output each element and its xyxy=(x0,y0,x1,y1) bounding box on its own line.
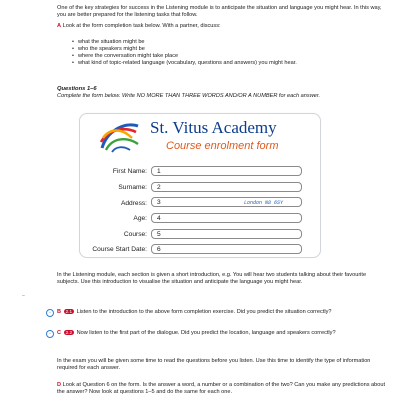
form-subtitle: Course enrolment form xyxy=(166,140,279,152)
field-number: 4 xyxy=(157,215,161,222)
task-a xyxy=(57,23,387,30)
address-label: Address: xyxy=(120,200,147,207)
address-field[interactable] xyxy=(151,197,302,207)
age-field[interactable] xyxy=(151,213,302,223)
intro-paragraph: One of the key strategies for success in the Listening module is to anticipate the situation and language you might hear. In this way, you are better prepared for the listening tasks that follow. xyxy=(57,5,382,18)
questions-title: Questions 1–6 xyxy=(57,86,97,92)
course-label: Course: xyxy=(123,231,147,238)
task-a-letter: A xyxy=(57,23,62,29)
bullet-item: • what kind of topic-related language (vocabulary, questions and answers) you might hear. xyxy=(72,60,372,67)
audio-track-badge[interactable]: 2.1 xyxy=(65,309,72,314)
bullet-item: • what the situation might be xyxy=(72,39,372,46)
task-a-text: Look at the form completion task below. With a partner, discuss: xyxy=(62,23,221,29)
field-number: 2 xyxy=(157,184,161,191)
audio-track-badge[interactable]: 2.2 xyxy=(65,330,72,335)
task-d xyxy=(57,382,387,396)
course-start-date-label: Course Start Date: xyxy=(92,246,147,253)
task-b xyxy=(57,309,387,316)
task-b-text: Listen to the introduction to the above form completion exercise. Did you predict the situation correctly? xyxy=(76,309,332,315)
first-name-field[interactable] xyxy=(151,166,302,176)
discussion-bullets xyxy=(72,39,372,67)
bullet-item: • where the conversation might take place xyxy=(72,53,372,60)
task-d-letter: D xyxy=(57,382,62,388)
first-name-label: First Name: xyxy=(112,168,147,175)
paragraph-exam-time: In the exam you will be given some time to read the questions before you listen. Use this time to identify the type of information required for each answer. xyxy=(57,358,371,371)
surname-field[interactable] xyxy=(151,182,302,192)
task-c-text: Now listen to the first part of the dialogue. Did you predict the location, language and speakers correctly? xyxy=(76,330,336,336)
handwritten-postcode: London N8 6SY xyxy=(244,200,284,206)
surname-label: Surname: xyxy=(118,184,147,191)
bullet-item: • who the speakers might be xyxy=(72,46,372,53)
paragraph-introduction: In the Listening module, each section is given a short introduction, e.g. You will hear two students talking about their favourite subjects. Use this introduction to visualise the situation and anticipate the language you might hear. xyxy=(57,272,367,285)
task-c xyxy=(57,330,387,337)
field-number: 6 xyxy=(157,246,161,253)
course-field[interactable] xyxy=(151,229,302,239)
audio-disc-icon: ◦ xyxy=(46,330,54,338)
age-label: Age: xyxy=(133,215,147,222)
margin-mark: – xyxy=(22,293,25,299)
field-number: 1 xyxy=(157,168,161,175)
field-number: 5 xyxy=(157,231,161,238)
questions-instruction: Complete the form below. Write NO MORE THAN THREE WORDS AND/OR A NUMBER for each answer. xyxy=(57,93,321,99)
course-start-date-field[interactable] xyxy=(151,244,302,254)
field-number: 3 xyxy=(157,199,161,206)
academy-title: St. Vitus Academy xyxy=(150,118,277,137)
task-c-letter: C xyxy=(57,330,62,336)
audio-disc-icon: ◦ xyxy=(46,309,54,317)
task-d-text: Look at Question 6 on the form. Is the answer a word, a number or a combination of the two? Can you make any predictions about the answer? Now look at questions 1–5 and do the same for each one. xyxy=(57,382,386,395)
task-b-letter: B xyxy=(57,309,62,315)
academy-logo-icon xyxy=(98,118,142,156)
